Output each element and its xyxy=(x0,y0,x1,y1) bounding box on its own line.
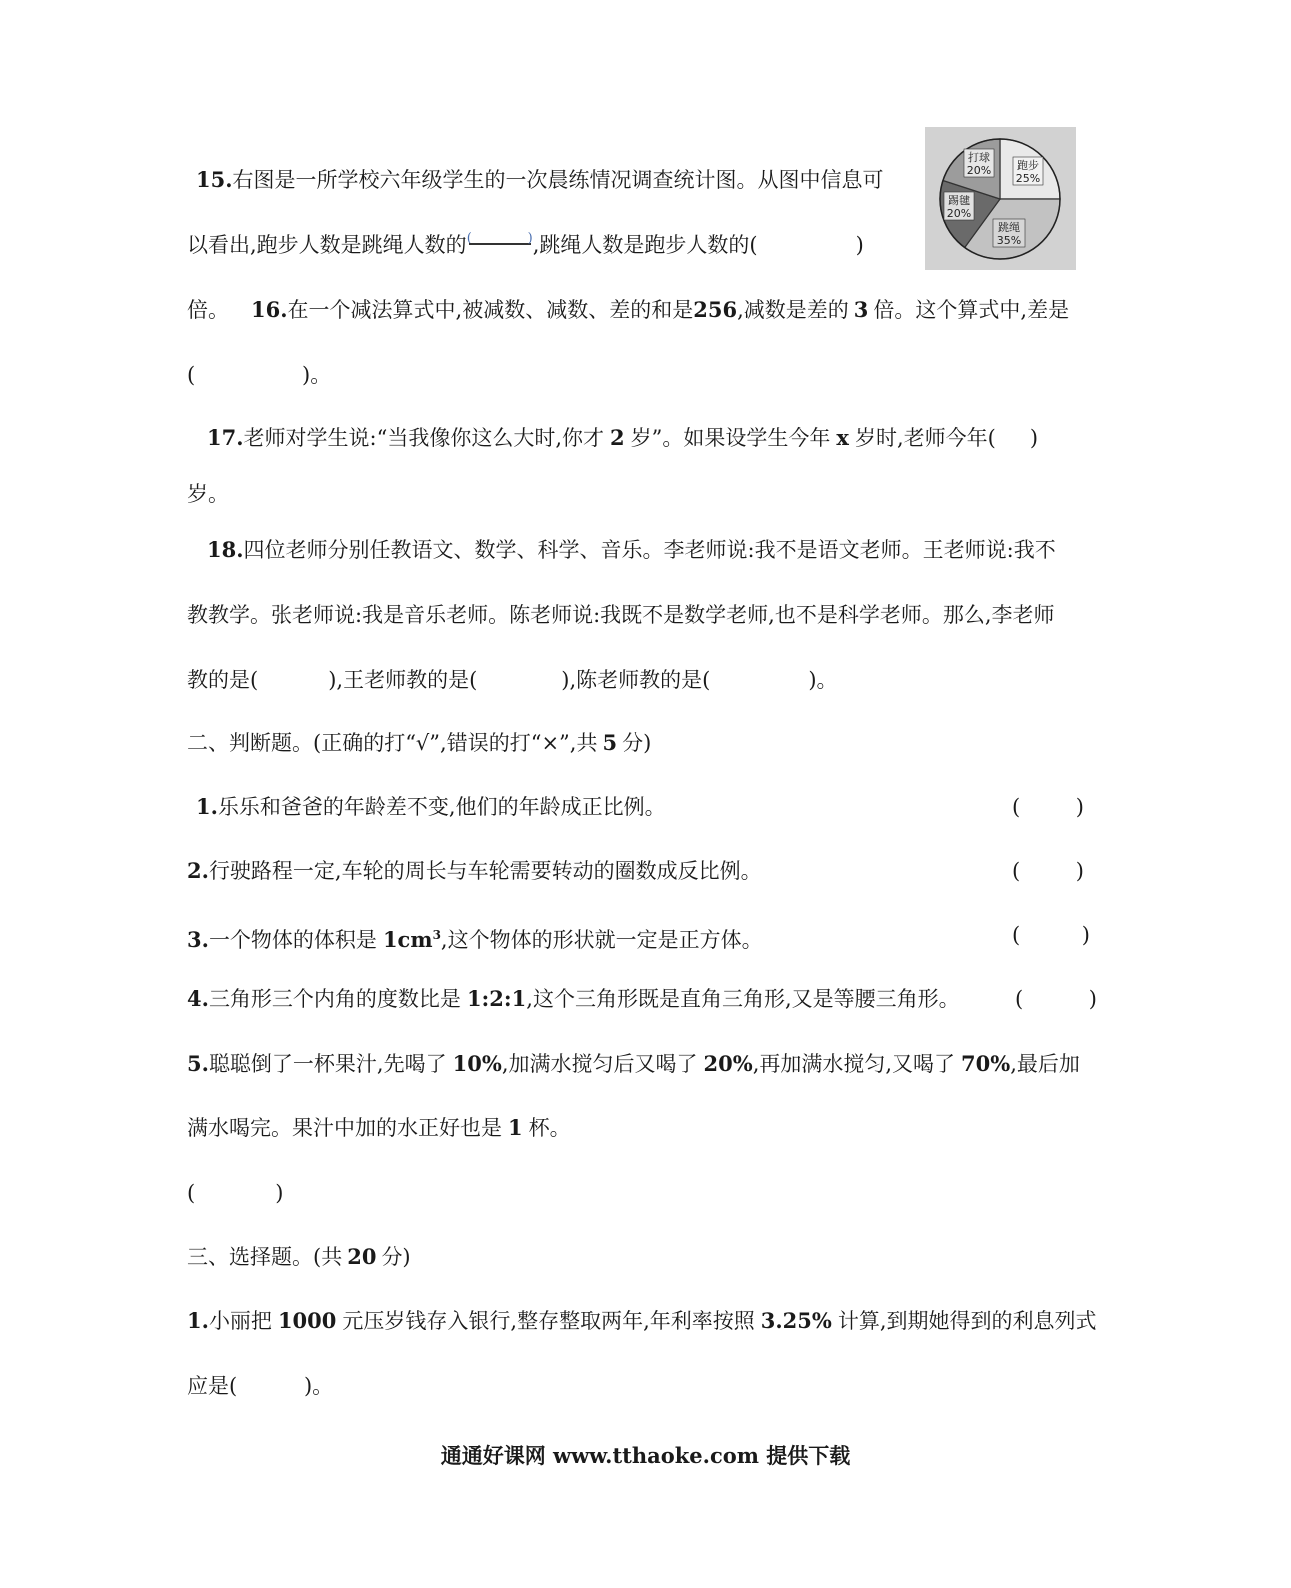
q17-text-b: 岁”。如果设学生今年 xyxy=(630,426,831,450)
s2-item-2-number: 2. xyxy=(187,858,209,883)
q18-text-c: ),陈老师教的是( xyxy=(561,668,711,692)
q16-text-c: 倍。这个算式中,差是 xyxy=(873,298,1070,322)
q18-text-a: 教的是( xyxy=(187,668,259,692)
s2-item-1-text: 乐乐和爸爸的年龄差不变,他们的年龄成正比例。 xyxy=(217,795,666,819)
s2-item-1 xyxy=(196,793,666,821)
footer-site-name: 通通好课网 xyxy=(440,1443,546,1468)
q18-line2: 教教学。张老师说:我是音乐老师。陈老师说:我既不是数学老师,也不是科学老师。那么,李老师 xyxy=(187,603,1055,627)
s2-item-3-value: 1cm xyxy=(382,927,433,952)
q16-value-3: 3 xyxy=(853,297,869,322)
section2-points: 5 xyxy=(602,730,618,755)
section3-title-b: 分) xyxy=(381,1245,411,1269)
s2-item-3 xyxy=(187,921,763,954)
q17-text-c: 岁时,老师今年( xyxy=(854,426,996,450)
s3-item-1-line2[interactable]: 应是( )。 xyxy=(187,1374,334,1398)
s2-item-3-bracket-right: ) xyxy=(1081,923,1090,947)
q17-line1 xyxy=(207,424,1038,452)
q16-answer-blank[interactable]: ( )。 xyxy=(187,363,332,387)
s2-item-2-answer[interactable] xyxy=(1012,857,1084,885)
q15-text-part-d: ,跳绳人数是跑步人数的( xyxy=(532,233,758,257)
s3-item-1-number: 1. xyxy=(187,1308,209,1333)
s2-item-3-superscript: 3 xyxy=(432,928,441,942)
q17-value-2: 2 xyxy=(610,425,625,450)
s2-item-5-text-5: 满水喝完。果汁中加的水正好也是 xyxy=(187,1116,502,1140)
s2-item-5-text-3: ,再加满水搅匀,又喝了 xyxy=(752,1052,956,1076)
pie-pct-paobu: 25% xyxy=(1015,172,1041,185)
q15-text: 右图是一所学校六年级学生的一次晨练情况调查统计图。从图中信息可 xyxy=(232,168,884,192)
pie-pct-tijian: 20% xyxy=(946,207,972,220)
section2-title-a: 二、判断题。(正确的打“√”,错误的打“×”,共 xyxy=(187,731,598,755)
s2-item-4-text-b: ,这个三角形既是直角三角形,又是等腰三角形。 xyxy=(526,987,960,1011)
q16-value-256: 256 xyxy=(693,297,738,322)
q16-line1 xyxy=(187,296,1069,324)
s3-item-1-value-2: 3.25% xyxy=(760,1308,832,1333)
pie-pct-tiaosheng: 35% xyxy=(996,234,1022,247)
s2-item-4-number: 4. xyxy=(187,986,209,1011)
s2-item-5-line1 xyxy=(187,1050,1080,1078)
s2-item-5-text-4: ,最后加 xyxy=(1010,1052,1080,1076)
q17-number: 17. xyxy=(207,425,244,450)
pie-chart-svg xyxy=(925,127,1076,270)
q15-text-part-a: 以看出,跑步人数是跳绳人数的 xyxy=(187,233,467,257)
pie-chart-image xyxy=(925,127,1076,270)
s2-item-4-bracket-left: ( xyxy=(1015,987,1024,1011)
footer-watermark xyxy=(0,1440,1291,1470)
q15-fraction-open-bracket: ( xyxy=(466,231,472,246)
s2-item-5-value-3: 70% xyxy=(961,1051,1011,1076)
s2-item-1-answer[interactable] xyxy=(1012,793,1084,821)
q15-line2 xyxy=(187,231,864,259)
pie-label-tiaosheng: 跳绳 xyxy=(998,221,1020,234)
s2-item-5-text-6: 杯。 xyxy=(528,1116,571,1140)
pie-label-paobu: 跑步 xyxy=(1017,159,1039,172)
s2-item-5-text-2: ,加满水搅匀后又喝了 xyxy=(501,1052,698,1076)
s2-item-1-number: 1. xyxy=(196,794,218,819)
q16-number: 16. xyxy=(251,297,288,322)
section2-title-b: 分) xyxy=(622,731,652,755)
q17-close-bracket: ) xyxy=(1029,426,1039,450)
section2-title xyxy=(187,729,651,757)
s2-item-3-number: 3. xyxy=(187,927,209,952)
s3-item-1-line1 xyxy=(187,1307,1097,1335)
pie-label-tijian: 踢毽 xyxy=(948,194,970,207)
pie-label-daqiu: 打球 xyxy=(968,151,990,164)
s2-item-1-bracket-left: ( xyxy=(1012,795,1021,819)
q16-text-a: 在一个减法算式中,被减数、减数、差的和是 xyxy=(287,298,694,322)
pie-pct-daqiu: 20% xyxy=(966,164,992,177)
s3-item-1-text-2: 元压岁钱存入银行,整存整取两年,年利率按照 xyxy=(342,1309,755,1333)
q18-line1 xyxy=(207,536,1056,564)
s2-item-4-value: 1:2:1 xyxy=(466,986,527,1011)
s2-item-3-answer[interactable] xyxy=(1012,921,1090,949)
footer-site-url[interactable]: www.tthaoke.com xyxy=(553,1443,759,1468)
s2-item-2-text: 行驶路程一定,车轮的周长与车轮需要转动的圈数成反比例。 xyxy=(208,859,762,883)
q15-fraction-blank[interactable] xyxy=(467,231,533,259)
q15-number: 15. xyxy=(196,167,233,192)
s2-item-4-text-a: 三角形三个内角的度数比是 xyxy=(208,987,461,1011)
s2-item-5-line2 xyxy=(187,1114,571,1142)
s3-item-1-value-1: 1000 xyxy=(277,1308,337,1333)
s2-item-5-value-1: 10% xyxy=(452,1051,502,1076)
s2-item-3-bracket-left: ( xyxy=(1012,923,1021,947)
q18-text-line1: 四位老师分别任教语文、数学、科学、音乐。李老师说:我不是语文老师。王老师说:我不 xyxy=(243,538,1056,562)
q18-number: 18. xyxy=(207,537,244,562)
footer-suffix: 提供下载 xyxy=(766,1443,851,1468)
q15-close-bracket: ) xyxy=(855,233,864,257)
s2-item-4 xyxy=(187,985,960,1013)
s2-item-1-bracket-right: ) xyxy=(1075,795,1084,819)
s2-item-5-number: 5. xyxy=(187,1051,209,1076)
s2-item-3-text-a: 一个物体的体积是 xyxy=(208,928,377,952)
s3-item-1-text-3: 计算,到期她得到的利息列式 xyxy=(837,1309,1097,1333)
q17-variable-x: x xyxy=(836,425,849,450)
q18-text-d: )。 xyxy=(808,668,838,692)
s2-item-2 xyxy=(187,857,762,885)
q15-fraction-close-bracket: ) xyxy=(527,231,533,246)
s2-item-3-text-b: ,这个物体的形状就一定是正方体。 xyxy=(440,928,763,952)
q17-line2: 岁。 xyxy=(187,482,229,506)
section3-points: 20 xyxy=(347,1244,377,1269)
s2-item-5-value-2: 20% xyxy=(703,1051,753,1076)
q18-line3 xyxy=(187,666,838,694)
q17-text-a: 老师对学生说:“当我像你这么大时,你才 xyxy=(243,426,605,450)
s2-item-2-bracket-left: ( xyxy=(1012,859,1021,883)
q15-tail: 倍。 xyxy=(187,298,229,322)
section3-title-a: 三、选择题。(共 xyxy=(187,1245,343,1269)
s2-item-5-value-4: 1 xyxy=(508,1115,523,1140)
s2-item-5-text-1: 聪聪倒了一杯果汁,先喝了 xyxy=(208,1052,447,1076)
s2-item-5-answer[interactable]: ( ) xyxy=(187,1181,284,1205)
s2-item-4-bracket-right: ) xyxy=(1088,987,1097,1011)
section3-title xyxy=(187,1243,411,1271)
q18-text-b: ),王老师教的是( xyxy=(328,668,478,692)
q15-fraction-bar xyxy=(469,243,531,245)
q16-text-b: ,减数是差的 xyxy=(737,298,849,322)
q15-line1 xyxy=(196,166,884,194)
s2-item-4-answer[interactable] xyxy=(1015,985,1097,1013)
s2-item-2-bracket-right: ) xyxy=(1075,859,1084,883)
s3-item-1-text-1: 小丽把 xyxy=(208,1309,272,1333)
